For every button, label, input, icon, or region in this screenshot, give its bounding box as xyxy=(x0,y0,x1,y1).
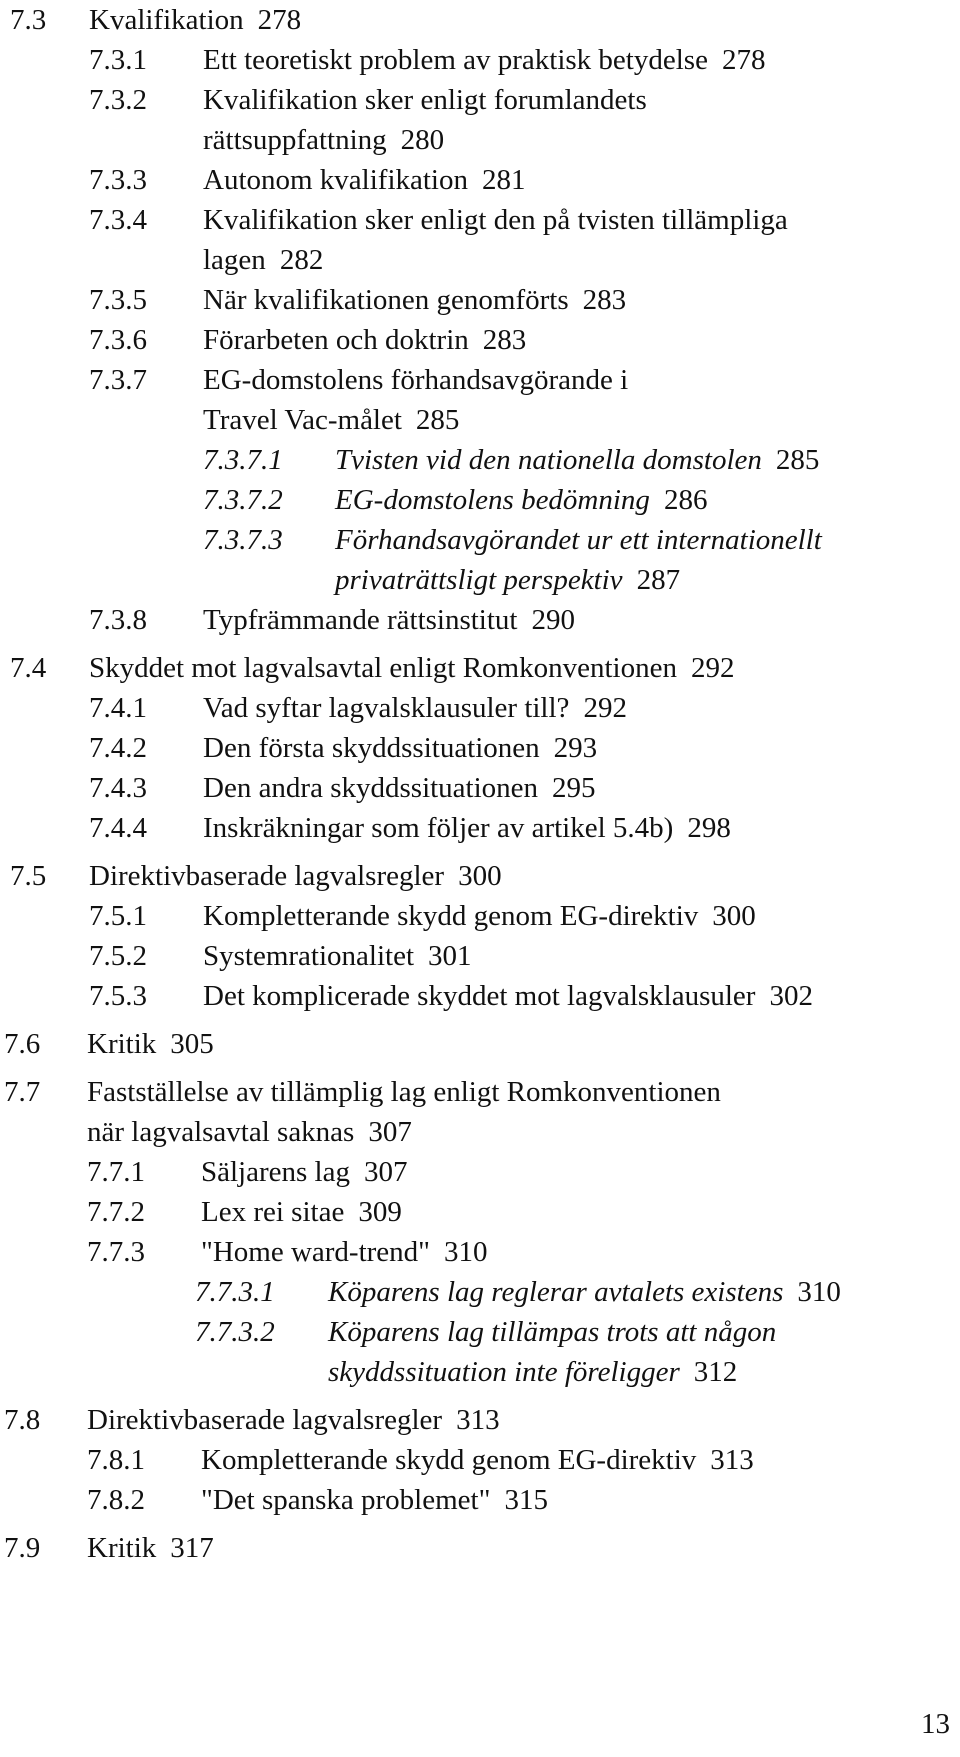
toc-entry xyxy=(0,480,960,520)
toc-title-text: Kvalifikation xyxy=(89,4,244,36)
toc-title-text: Kritik xyxy=(87,1532,157,1564)
toc-number: 7.3.2 xyxy=(89,84,147,116)
toc-entry xyxy=(0,1312,960,1352)
toc-title: Kvalifikation sker enligt forumlandets xyxy=(203,84,647,116)
toc-page: 310 xyxy=(444,1236,488,1268)
toc-title xyxy=(203,320,526,360)
toc-entry xyxy=(0,808,960,848)
toc-title-text: "Det spanska problemet" xyxy=(201,1484,491,1516)
toc-title xyxy=(203,896,756,936)
toc-number: 7.8 xyxy=(4,1404,41,1436)
toc-number: 7.3 xyxy=(10,4,47,36)
toc-entry xyxy=(0,320,960,360)
toc-page: 315 xyxy=(504,1484,548,1516)
toc-number: 7.3.7.1 xyxy=(203,444,283,476)
toc-number: 7.4.2 xyxy=(89,732,147,764)
toc-entry xyxy=(0,728,960,768)
toc-title-text: Tvisten vid den nationella domstolen xyxy=(335,444,762,476)
toc-title xyxy=(335,480,707,520)
toc-title-text: Direktivbaserade lagvalsregler xyxy=(89,860,445,892)
toc-number: 7.8.2 xyxy=(87,1484,145,1516)
toc-title xyxy=(89,648,734,688)
toc-page: 309 xyxy=(358,1196,402,1228)
toc-entry xyxy=(0,688,960,728)
toc-entry xyxy=(0,856,960,896)
toc-entry xyxy=(0,80,960,120)
toc-number: 7.3.4 xyxy=(89,204,147,236)
toc-entry xyxy=(0,1232,960,1272)
toc-title-continuation xyxy=(203,240,323,280)
toc-number: 7.9 xyxy=(4,1532,41,1564)
toc-title-text: skyddssituation inte föreligger xyxy=(328,1356,680,1388)
toc-page: 312 xyxy=(693,1356,738,1388)
toc-page: 313 xyxy=(456,1404,500,1436)
toc-title-text: Vad syftar lagvalsklausuler till? xyxy=(203,692,570,724)
toc-number: 7.3.7 xyxy=(89,364,147,396)
toc-entry xyxy=(0,0,960,40)
toc-page: 307 xyxy=(363,1156,408,1188)
toc-page: 278 xyxy=(257,4,302,36)
toc-page: 292 xyxy=(583,692,627,724)
toc-title xyxy=(89,0,301,40)
toc-number: 7.4.1 xyxy=(89,692,147,724)
toc-entry xyxy=(0,1400,960,1440)
toc-page: 300 xyxy=(712,900,756,932)
toc-title-text: privaträttsligt perspektiv xyxy=(335,564,623,596)
toc-title-text: Den första skyddssituationen xyxy=(203,732,540,764)
toc-page: 285 xyxy=(775,444,820,476)
toc-page: 287 xyxy=(636,564,681,596)
toc-title xyxy=(201,1192,402,1232)
toc-title xyxy=(87,1024,214,1064)
toc-page: 283 xyxy=(582,284,627,316)
toc-title-text: Ett teoretiskt problem av praktisk betydelse xyxy=(203,44,708,76)
toc-title-text: Det komplicerade skyddet mot lagvalsklausuler xyxy=(203,980,756,1012)
toc-number: 7.5 xyxy=(10,860,47,892)
toc-entry xyxy=(0,648,960,688)
toc-page: 286 xyxy=(663,484,708,516)
toc-entry xyxy=(0,1480,960,1520)
toc-title: Förhandsavgörandet ur ett internationellt xyxy=(335,524,822,556)
toc-title-continuation xyxy=(87,1112,412,1152)
toc-page: 307 xyxy=(368,1116,412,1148)
toc-title-continuation xyxy=(203,400,459,440)
toc-page: 285 xyxy=(415,404,460,436)
toc-page: 281 xyxy=(482,164,526,196)
toc-title-text: rättsuppfattning xyxy=(203,124,387,156)
toc-page: 280 xyxy=(400,124,445,156)
toc-number: 7.4.4 xyxy=(89,812,147,844)
toc-title-text: EG-domstolens bedömning xyxy=(335,484,650,516)
toc-entry xyxy=(0,768,960,808)
toc-page: 301 xyxy=(428,940,472,972)
toc-page: 298 xyxy=(687,812,731,844)
toc-page: 278 xyxy=(721,44,766,76)
toc-page: 313 xyxy=(710,1444,754,1476)
toc-title-text: Köparens lag reglerar avtalets existens xyxy=(328,1276,784,1308)
toc-page: 305 xyxy=(170,1028,214,1060)
toc-page: 317 xyxy=(170,1532,214,1564)
toc-number: 7.6 xyxy=(4,1028,41,1060)
toc-title xyxy=(203,280,626,320)
toc-title-text: Säljarens lag xyxy=(201,1156,350,1188)
toc-title-text: Travel Vac-målet xyxy=(203,404,402,436)
toc-title-continuation xyxy=(203,120,444,160)
toc-title-text: Systemrationalitet xyxy=(203,940,415,972)
toc-title-text: Autonom kvalifikation xyxy=(203,164,468,196)
toc-title-text: Lex rei sitae xyxy=(201,1196,345,1228)
toc-number: 7.3.7.2 xyxy=(203,484,283,516)
toc-number: 7.3.1 xyxy=(89,44,147,76)
toc-number: 7.7.2 xyxy=(87,1196,145,1228)
toc-number: 7.5.2 xyxy=(89,940,147,972)
toc-page: 290 xyxy=(531,604,575,636)
toc-title: EG-domstolens förhandsavgörande i xyxy=(203,364,629,396)
toc-title-text: Kritik xyxy=(87,1028,157,1060)
toc-title-text: "Home ward-trend" xyxy=(201,1236,431,1268)
toc-number: 7.4 xyxy=(10,652,47,684)
toc-title xyxy=(328,1272,841,1312)
toc-title xyxy=(87,1528,214,1568)
toc-entry xyxy=(0,1440,960,1480)
toc-entry xyxy=(0,1024,960,1064)
toc-title xyxy=(87,1400,500,1440)
toc-page: 300 xyxy=(458,860,502,892)
toc-entry xyxy=(0,976,960,1016)
toc-title-text: Kompletterande skydd genom EG-direktiv xyxy=(203,900,699,932)
toc-page: 283 xyxy=(482,324,527,356)
toc-title-text: Skyddet mot lagvalsavtal enligt Romkonventionen xyxy=(89,652,677,684)
toc-title-continuation xyxy=(328,1352,737,1392)
toc-number: 7.8.1 xyxy=(87,1444,145,1476)
toc-title xyxy=(203,808,731,848)
toc-title-text: Den andra skyddssituationen xyxy=(203,772,539,804)
toc-entry xyxy=(0,936,960,976)
toc-number: 7.7.3.1 xyxy=(195,1276,275,1308)
toc-title-text: När kvalifikationen genomförts xyxy=(203,284,569,316)
toc-entry xyxy=(0,40,960,80)
toc-entry xyxy=(0,1192,960,1232)
toc-title-text: lagen xyxy=(203,244,266,276)
toc-entry xyxy=(0,1152,960,1192)
toc-title xyxy=(201,1480,548,1520)
toc-title xyxy=(89,856,502,896)
toc-entry xyxy=(0,1528,960,1568)
toc-number: 7.7.1 xyxy=(87,1156,145,1188)
toc-number: 7.4.3 xyxy=(89,772,147,804)
toc-entry xyxy=(0,200,960,240)
toc-page: 282 xyxy=(279,244,324,276)
toc-title xyxy=(201,1440,754,1480)
toc-title xyxy=(203,40,765,80)
toc-title xyxy=(203,160,526,200)
toc-title: Köparens lag tillämpas trots att någon xyxy=(328,1316,777,1348)
toc-entry xyxy=(0,600,960,640)
toc-number: 7.5.3 xyxy=(89,980,147,1012)
toc-title: Fastställelse av tillämplig lag enligt Romkonventionen xyxy=(87,1076,721,1108)
toc-entry xyxy=(0,280,960,320)
toc-entry xyxy=(0,1272,960,1312)
toc-number: 7.5.1 xyxy=(89,900,147,932)
toc-title xyxy=(203,600,575,640)
toc-page: 302 xyxy=(769,980,813,1012)
toc-title xyxy=(201,1232,488,1272)
toc-title-text: Inskräkningar som följer av artikel 5.4b) xyxy=(203,812,674,844)
toc-title-text: Kompletterande skydd genom EG-direktiv xyxy=(201,1444,697,1476)
toc-entry xyxy=(0,160,960,200)
toc-number: 7.3.6 xyxy=(89,324,147,356)
toc-title-text: Förarbeten och doktrin xyxy=(203,324,469,356)
toc-entry xyxy=(0,1072,960,1112)
toc-number: 7.3.3 xyxy=(89,164,147,196)
toc-number: 7.3.7.3 xyxy=(203,524,283,556)
toc-title-text: Direktivbaserade lagvalsregler xyxy=(87,1404,443,1436)
page-number: 13 xyxy=(921,1708,950,1740)
toc-title xyxy=(203,976,813,1016)
toc-title xyxy=(201,1152,407,1192)
toc-title: Kvalifikation sker enligt den på tvisten tillämpliga xyxy=(203,204,788,236)
toc-title-text: Typfrämmande rättsinstitut xyxy=(203,604,518,636)
toc-title xyxy=(335,440,819,480)
toc-number: 7.7.3.2 xyxy=(195,1316,275,1348)
toc-title xyxy=(203,936,472,976)
toc-number: 7.7 xyxy=(4,1076,41,1108)
toc-title-text: när lagvalsavtal saknas xyxy=(87,1116,355,1148)
toc-number: 7.7.3 xyxy=(87,1236,145,1268)
toc-entry xyxy=(0,440,960,480)
toc-title-continuation xyxy=(335,560,680,600)
toc-title xyxy=(203,688,627,728)
toc-entry xyxy=(0,520,960,560)
toc-page: 295 xyxy=(552,772,596,804)
toc-entry xyxy=(0,896,960,936)
toc-page: 293 xyxy=(553,732,598,764)
toc-number: 7.3.5 xyxy=(89,284,147,316)
toc-entry xyxy=(0,360,960,400)
toc-page: 310 xyxy=(797,1276,841,1308)
toc-page: 292 xyxy=(690,652,735,684)
toc-title xyxy=(203,768,596,808)
toc-title xyxy=(203,728,597,768)
toc-number: 7.3.8 xyxy=(89,604,147,636)
